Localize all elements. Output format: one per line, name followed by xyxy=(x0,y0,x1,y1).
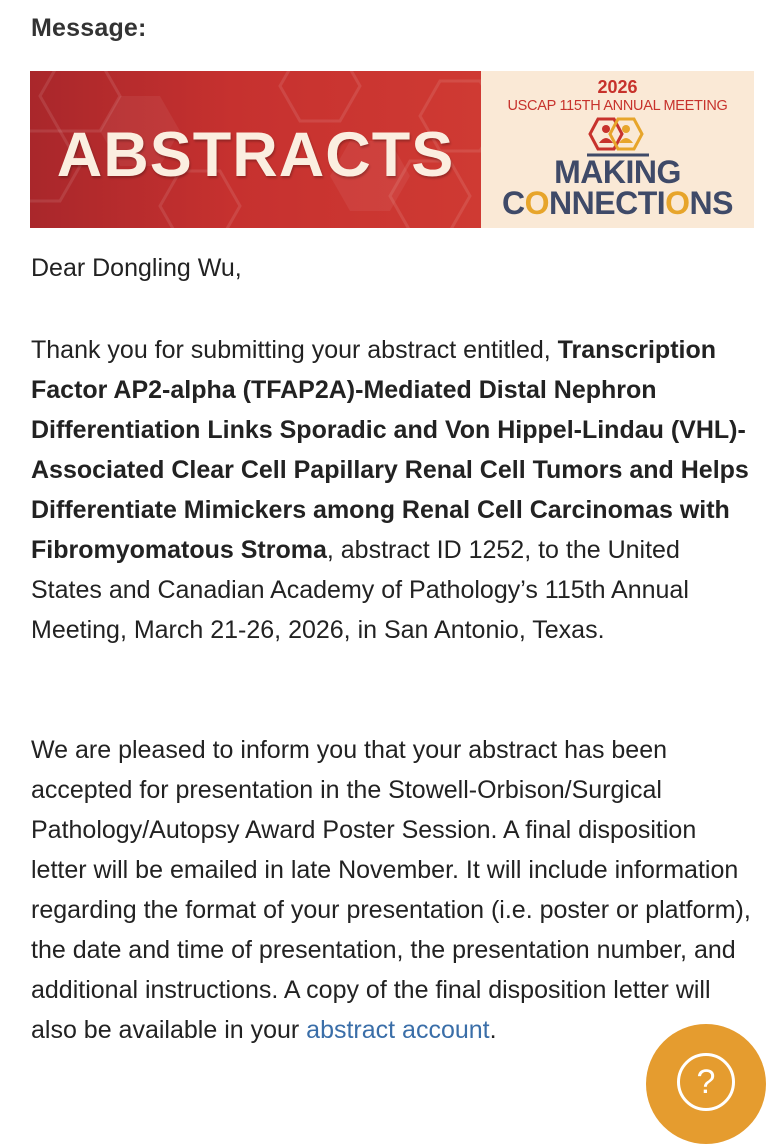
banner-conn-o: O xyxy=(665,185,690,221)
banner-subtitle: USCAP 115TH ANNUAL MEETING xyxy=(507,98,728,114)
banner-conn-o: O xyxy=(524,185,550,221)
banner-connections xyxy=(481,187,754,219)
connections-logo-icon xyxy=(587,117,649,157)
intro-text: Thank you for submitting your abstract entitled, xyxy=(31,336,558,364)
question-icon: ? xyxy=(677,1053,735,1111)
submission-paragraph xyxy=(31,330,753,650)
acceptance-end: . xyxy=(489,1016,497,1044)
message-label: Message: xyxy=(31,14,147,42)
acceptance-paragraph xyxy=(31,730,753,1050)
banner-red-panel xyxy=(30,71,481,228)
abstract-account-link[interactable]: abstract account xyxy=(306,1016,490,1044)
banner-headline: ABSTRACTS xyxy=(56,120,455,190)
submission-details: , abstract ID 1252, to the United States and Canadian Academy of Pathology’s 115th Annual Meeting, March 21-26, 2026, in San Antonio, Texas. xyxy=(31,536,689,644)
banner-conn-part: C xyxy=(502,185,525,221)
banner-conn-part: NNECTI xyxy=(549,185,666,221)
acceptance-text: We are pleased to inform you that your abstract has been accepted for presentation in the Stowell-Orbison/Surgical Pathology/Autopsy Award Poster Session. A final disposition letter will be emailed in late November. It will include information regarding the format of your presentation (i.e. poster or platform), the date and time of presentation, the presentation number, and additional instructions. A copy of the final disposition letter will also be available in your xyxy=(31,736,751,1044)
abstract-title: Transcription Factor AP2-alpha (TFAP2A)-Mediated Distal Nephron Differentiation Links Sporadic and Von Hippel-Lindau (VHL)-Associated Clear Cell Papillary Renal Cell Tumors and Helps Differentiate Mimickers among Renal Cell Carcinomas with Fibromyomatous Stroma xyxy=(31,336,749,564)
help-button[interactable] xyxy=(646,1024,766,1144)
banner-conn-part: NS xyxy=(689,185,733,221)
greeting: Dear Dongling Wu, xyxy=(31,254,242,282)
abstracts-banner xyxy=(30,71,754,228)
banner-meeting-panel xyxy=(481,71,754,228)
banner-making: MAKING xyxy=(554,154,681,190)
banner-year: 2026 xyxy=(597,77,638,97)
